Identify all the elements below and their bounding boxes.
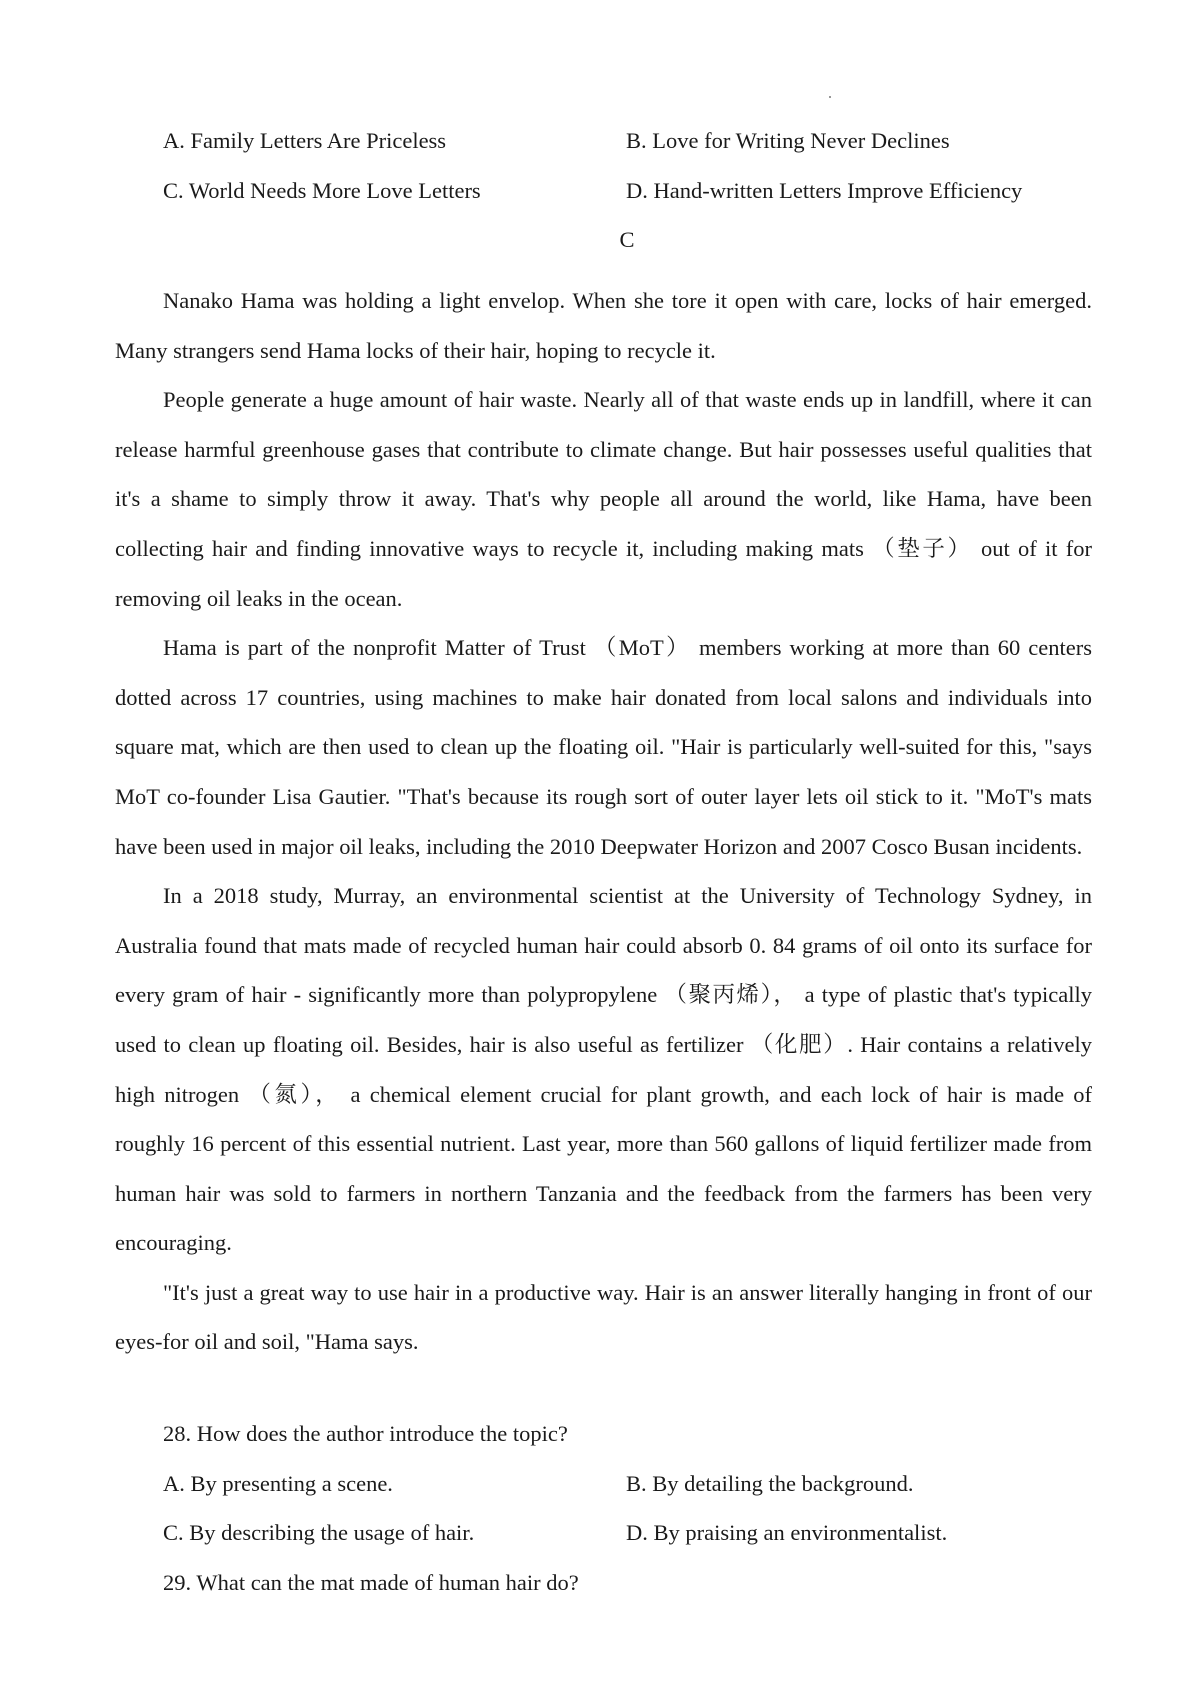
prev-option-d: D. Hand-written Letters Improve Efficiency	[626, 178, 1023, 203]
paragraph-3: Hama is part of the nonprofit Matter of Trust （MoT） members working at more than 60 centers dotted across 17 countries, using machines to make hair donated from local salons and individuals into square mat, which are then used to clean up the floating oil. "Hair is particularly well-suited for this, "says MoT co-founder Lisa Gautier. "That's because its rough sort of outer layer lets oil stick to it. "MoT's mats have been used in major oil leaks, including the 2010 Deepwater Horizon and 2007 Cosco Busan incidents.	[115, 635, 1092, 859]
reading-passage	[115, 276, 1092, 1367]
question-29-stem: 29. What can the mat made of human hair do?	[163, 1570, 579, 1595]
question-28-stem: 28. How does the author introduce the topic?	[163, 1421, 568, 1446]
prev-option-a: A. Family Letters Are Priceless	[163, 128, 447, 153]
paragraph-5: "It's just a great way to use hair in a productive way. Hair is an answer literally hanging in front of our eyes-for oil and soil, "Hama says.	[115, 1279, 1092, 1355]
paragraph-2: People generate a huge amount of hair waste. Nearly all of that waste ends up in landfill, where it can release harmful greenhouse gases that contribute to climate change. But hair possesses useful qualities that it's a shame to simply throw it away. That's why people all around the world, like Hama, have been collecting hair and finding innovative ways to recycle it, including making mats （垫子） out of it for removing oil leaks in the ocean.	[115, 387, 1092, 611]
prev-option-b: B. Love for Writing Never Declines	[626, 128, 950, 153]
prev-option-c: C. World Needs More Love Letters	[163, 178, 481, 203]
section-heading: C	[619, 227, 635, 252]
question-28-option-a: A. By presenting a scene.	[163, 1471, 393, 1496]
question-28-option-d: D. By praising an environmentalist.	[626, 1520, 948, 1545]
question-28-option-c: C. By describing the usage of hair.	[163, 1520, 475, 1545]
scan-speck	[829, 96, 831, 98]
question-28-option-b: B. By detailing the background.	[626, 1471, 914, 1496]
paragraph-1: Nanako Hama was holding a light envelop. When she tore it open with care, locks of hair emerged. Many strangers send Hama locks of their hair, hoping to recycle it.	[115, 288, 1092, 363]
paragraph-4: In a 2018 study, Murray, an environmental scientist at the University of Technology Sydney, in Australia found that mats made of recycled human hair could absorb 0. 84 grams of oil onto its surface for every gram of hair - significantly more than polypropylene （聚丙烯）， a type of plastic that's typically used to clean up floating oil. Besides, hair is also useful as fertilizer （化肥）. Hair contains a relatively high nitrogen （氮）， a chemical element crucial for plant growth, and each lock of hair is made of roughly 16 percent of this essential nutrient. Last year, more than 560 gallons of liquid fertilizer made from human hair was sold to farmers in northern Tanzania and the feedback from the farmers has been very encouraging.	[115, 883, 1092, 1256]
